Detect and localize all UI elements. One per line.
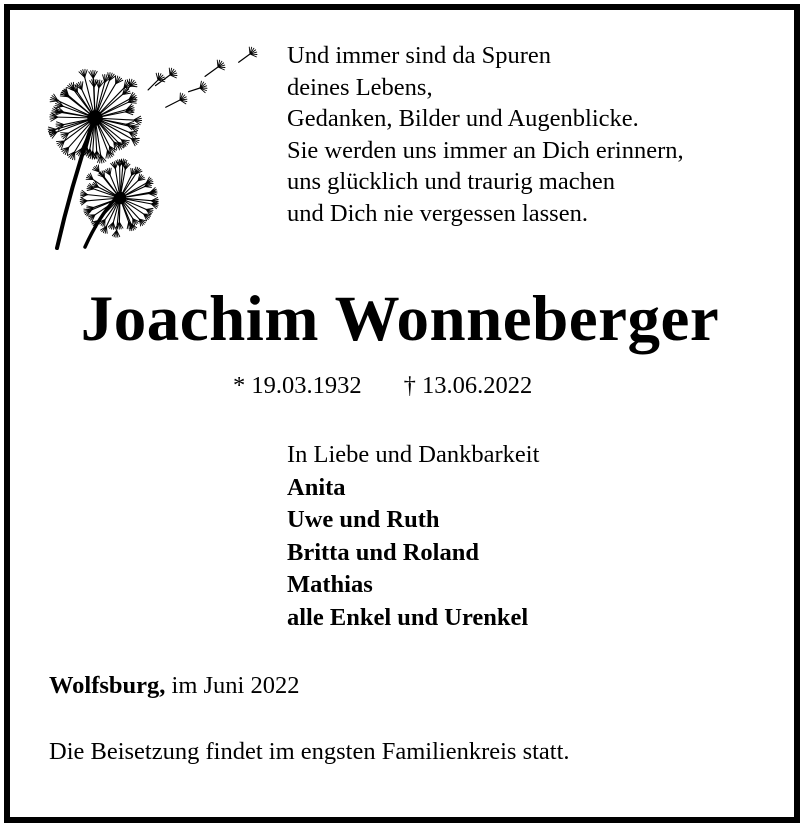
deceased-name: Joachim Wonneberger bbox=[80, 283, 720, 355]
poem-line: Gedanken, Bilder und Augenblicke. bbox=[287, 105, 639, 132]
mourner-name: Uwe und Ruth bbox=[287, 506, 440, 533]
poem-line: Sie werden uns immer an Dich erinnern, bbox=[287, 136, 684, 164]
place-city: Wolfsburg, bbox=[49, 672, 166, 699]
poem-line: Und immer sind da Spuren bbox=[287, 42, 552, 69]
life-dates bbox=[233, 372, 532, 400]
birth-date: * 19.03.1932 bbox=[233, 372, 362, 399]
poem-line: und Dich nie vergessen lassen. bbox=[287, 199, 588, 227]
mourners-intro: In Liebe und Dankbarkeit bbox=[287, 441, 540, 468]
death-date: † 13.06.2022 bbox=[403, 372, 533, 399]
poem-line: deines Lebens, bbox=[287, 73, 433, 101]
dandelion-icon bbox=[40, 40, 270, 255]
poem bbox=[287, 40, 684, 229]
place-and-date bbox=[49, 672, 300, 700]
mourner-name: Britta und Roland bbox=[287, 538, 479, 566]
mourners bbox=[287, 439, 539, 634]
mourner-name: alle Enkel und Urenkel bbox=[287, 603, 529, 631]
poem-line: uns glücklich und traurig machen bbox=[287, 168, 615, 195]
place-date: im Juni 2022 bbox=[171, 672, 300, 699]
mourner-name: Anita bbox=[287, 473, 346, 501]
mourner-name: Mathias bbox=[287, 571, 373, 598]
funeral-note: Die Beisetzung findet im engsten Familienkreis statt. bbox=[49, 738, 570, 765]
